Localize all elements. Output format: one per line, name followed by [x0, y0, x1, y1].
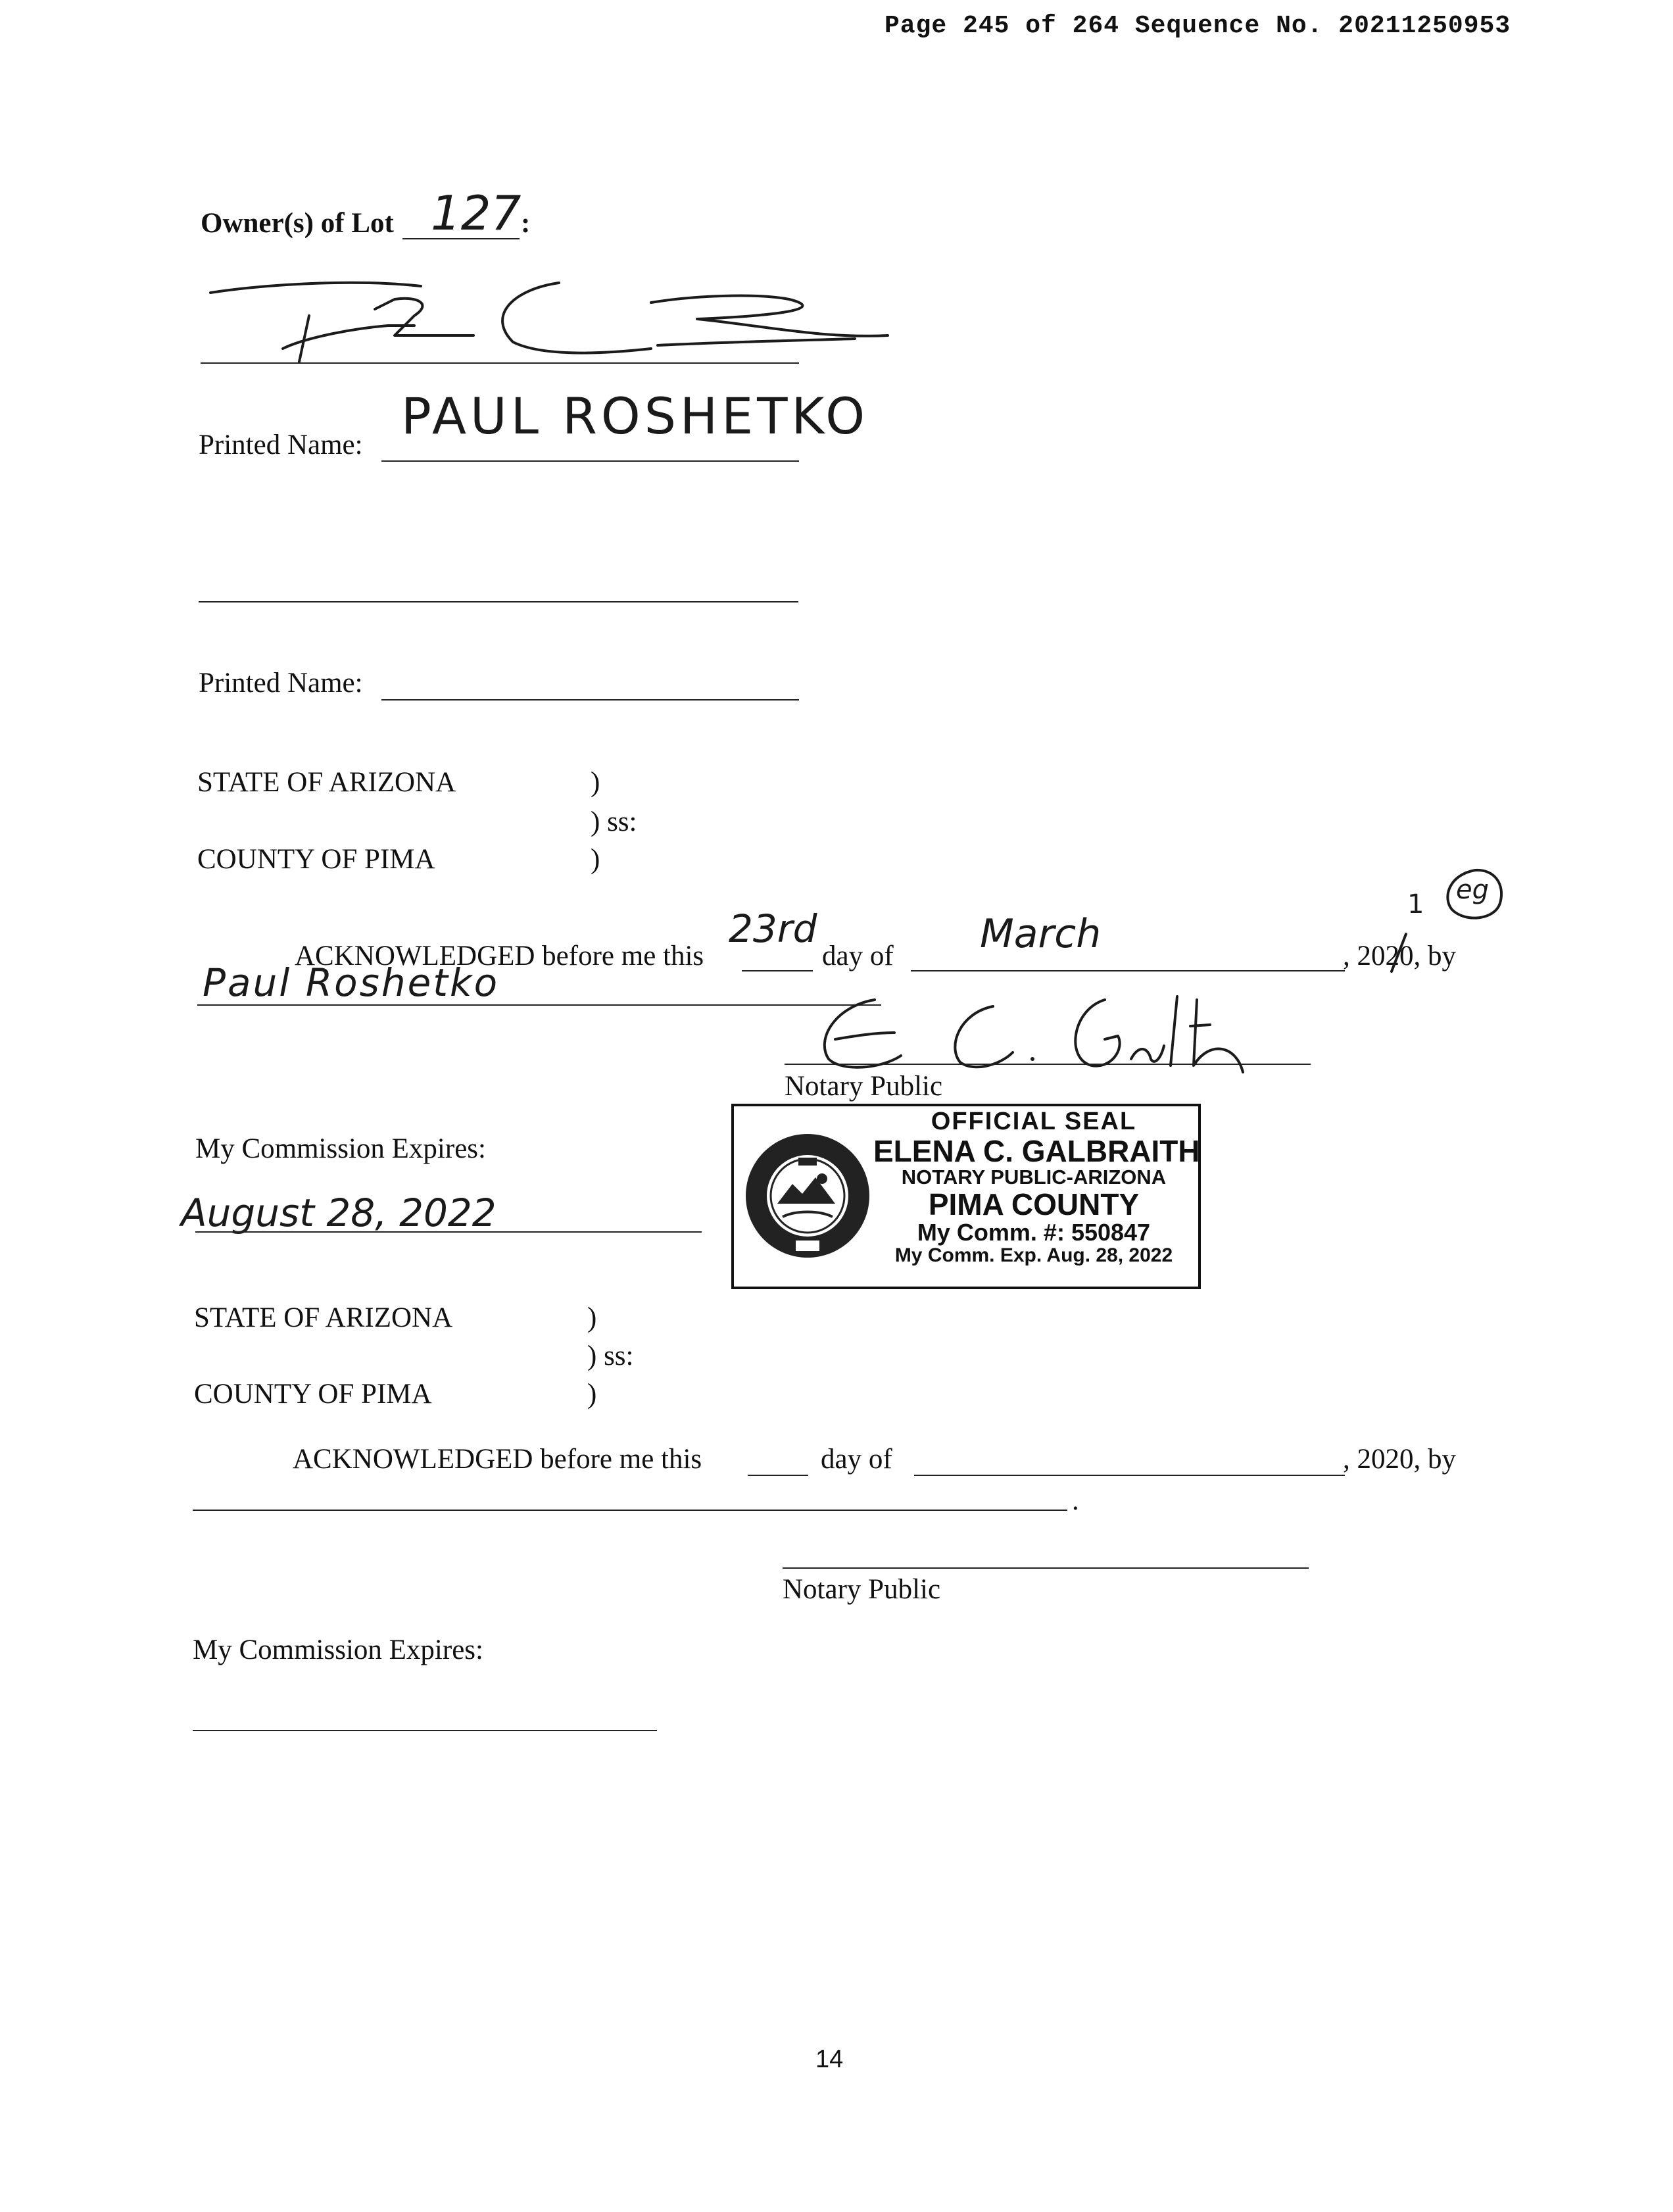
seal-line-1: OFFICIAL SEAL: [931, 1108, 1137, 1135]
ack-day-handwritten-1: 23rd: [729, 906, 817, 951]
printed-name-value-1: PAUL ROSHETKO: [401, 387, 869, 445]
owner-signature-line-2: [199, 601, 798, 602]
printed-name-line-1: [381, 460, 799, 462]
lot-number-handwritten: 127: [431, 185, 521, 241]
paren-bottom-1: ): [591, 844, 600, 875]
ack-name-line-1: [197, 1004, 881, 1006]
printed-name-line-2: [381, 699, 799, 700]
ack-day-of-1: day of: [822, 941, 894, 971]
county-label-2: COUNTY OF PIMA: [194, 1379, 432, 1410]
ack-year-1: , 2020, by: [1343, 941, 1456, 971]
ack-name-line-2: [193, 1510, 1067, 1511]
notary-public-label-1: Notary Public: [785, 1071, 943, 1102]
commission-label-2: My Commission Expires:: [193, 1634, 483, 1665]
ack-name-handwritten-1: Paul Roshetko: [203, 960, 500, 1005]
printed-name-label-1: Printed Name:: [199, 430, 363, 460]
state-label-1: STATE OF ARIZONA: [197, 767, 456, 798]
ack-prefix-1: ACKNOWLEDGED before me this: [295, 941, 704, 971]
seal-line-2: ELENA C. GALBRAITH: [873, 1133, 1200, 1168]
paren-bottom-2: ): [587, 1379, 597, 1410]
arizona-state-seal-emblem: [743, 1131, 872, 1260]
ack-name-period-2: .: [1072, 1485, 1079, 1516]
seal-line-5: My Comm. #: 550847: [917, 1219, 1151, 1246]
commission-value-handwritten-1: August 28, 2022: [181, 1191, 497, 1235]
ack-month-line-2: [914, 1475, 1345, 1476]
commission-label-1: My Commission Expires:: [195, 1133, 486, 1164]
ack-prefix-2: ACKNOWLEDGED before me this: [293, 1444, 702, 1475]
paren-top-2: ): [587, 1302, 597, 1333]
ack-month-handwritten-1: March: [980, 911, 1102, 957]
ack-month-line-1: [911, 970, 1345, 971]
commission-line-1: [195, 1231, 702, 1233]
seal-line-3: NOTARY PUBLIC-ARIZONA: [901, 1166, 1167, 1189]
commission-line-2: [193, 1730, 657, 1731]
notary-public-label-2: Notary Public: [783, 1574, 941, 1605]
official-notary-seal: [731, 1104, 1201, 1289]
seal-line-6: My Comm. Exp. Aug. 28, 2022: [894, 1244, 1173, 1266]
correction-initials: eg: [1456, 875, 1489, 905]
year-strike-correction: [1386, 931, 1413, 977]
notary-signature-line-2: [783, 1567, 1309, 1569]
owner-lot-colon: :: [521, 208, 531, 239]
page-sequence-header: Page 245 of 264 Sequence No. 20211250953: [885, 12, 1511, 40]
ack-day-of-2: day of: [821, 1444, 892, 1475]
page-number: 14: [815, 2046, 844, 2073]
printed-name-label-2: Printed Name:: [199, 668, 363, 699]
correction-digit: 1: [1407, 889, 1424, 920]
ack-day-line-1: [742, 970, 813, 971]
state-label-2: STATE OF ARIZONA: [194, 1302, 453, 1333]
ack-day-line-2: [748, 1475, 808, 1476]
owner-signature: [197, 263, 921, 381]
notary-signature-line-1: [785, 1064, 1311, 1065]
county-label-1: COUNTY OF PIMA: [197, 844, 435, 875]
ss-label-2: ) ss:: [587, 1340, 634, 1371]
owner-lot-label: Owner(s) of Lot: [201, 208, 394, 239]
owner-signature-line-1: [201, 362, 799, 364]
ack-year-2: , 2020, by: [1343, 1444, 1456, 1475]
seal-line-4: PIMA COUNTY: [928, 1187, 1140, 1221]
paren-top-1: ): [591, 767, 600, 798]
ss-label-1: ) ss:: [591, 806, 637, 837]
notary-signature-1: [789, 987, 1249, 1079]
